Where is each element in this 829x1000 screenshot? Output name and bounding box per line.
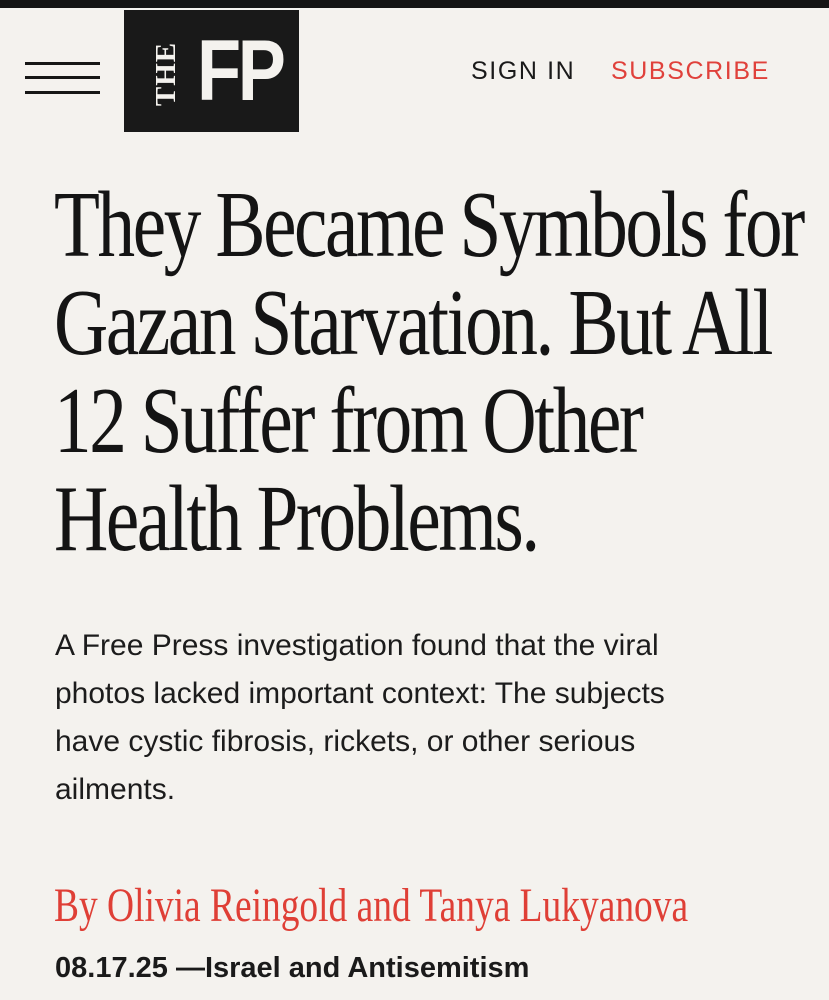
dek-line: A Free Press investigation found that the viral [55, 629, 659, 662]
meta-separator: — [175, 952, 205, 984]
menu-button[interactable] [25, 58, 100, 98]
hamburger-menu-icon-line-bottom [25, 91, 100, 94]
author-link-tanya-lukyanova[interactable]: Tanya Lukyanova [419, 879, 689, 932]
headline-line: Gazan Starvation. But All [54, 271, 771, 375]
top-border-bar [0, 0, 829, 8]
article-meta [55, 948, 529, 988]
hamburger-menu-icon-line-top [25, 62, 100, 65]
headline-line: 12 Suffer from Other [54, 369, 642, 473]
hamburger-menu-icon-line-middle [25, 76, 100, 79]
dek-line: have cystic fibrosis, rickets, or other serious [55, 725, 636, 758]
article-dek [55, 622, 745, 814]
sign-in-link[interactable]: SIGN IN [471, 57, 576, 85]
logo-fp-text: FP [197, 23, 283, 119]
section-link[interactable]: Israel and Antisemitism [204, 952, 530, 984]
logo-the-text: THE [150, 41, 182, 107]
author-link-olivia-reingold[interactable]: Olivia Reingold [107, 879, 348, 932]
dek-line: ailments. [55, 773, 176, 806]
byline-prefix: By [54, 879, 98, 932]
headline-line: They Became Symbols for [54, 173, 803, 277]
publish-date: 08.17.25 [55, 952, 168, 984]
the-fp-logo[interactable] [124, 10, 299, 132]
article-byline [54, 876, 688, 936]
dek-line: photos lacked important context: The subjects [55, 677, 665, 710]
subscribe-link[interactable]: SUBSCRIBE [611, 57, 770, 85]
headline-line: Health Problems. [54, 467, 538, 571]
byline-conjunction: and [356, 879, 411, 932]
article-headline [54, 173, 814, 571]
